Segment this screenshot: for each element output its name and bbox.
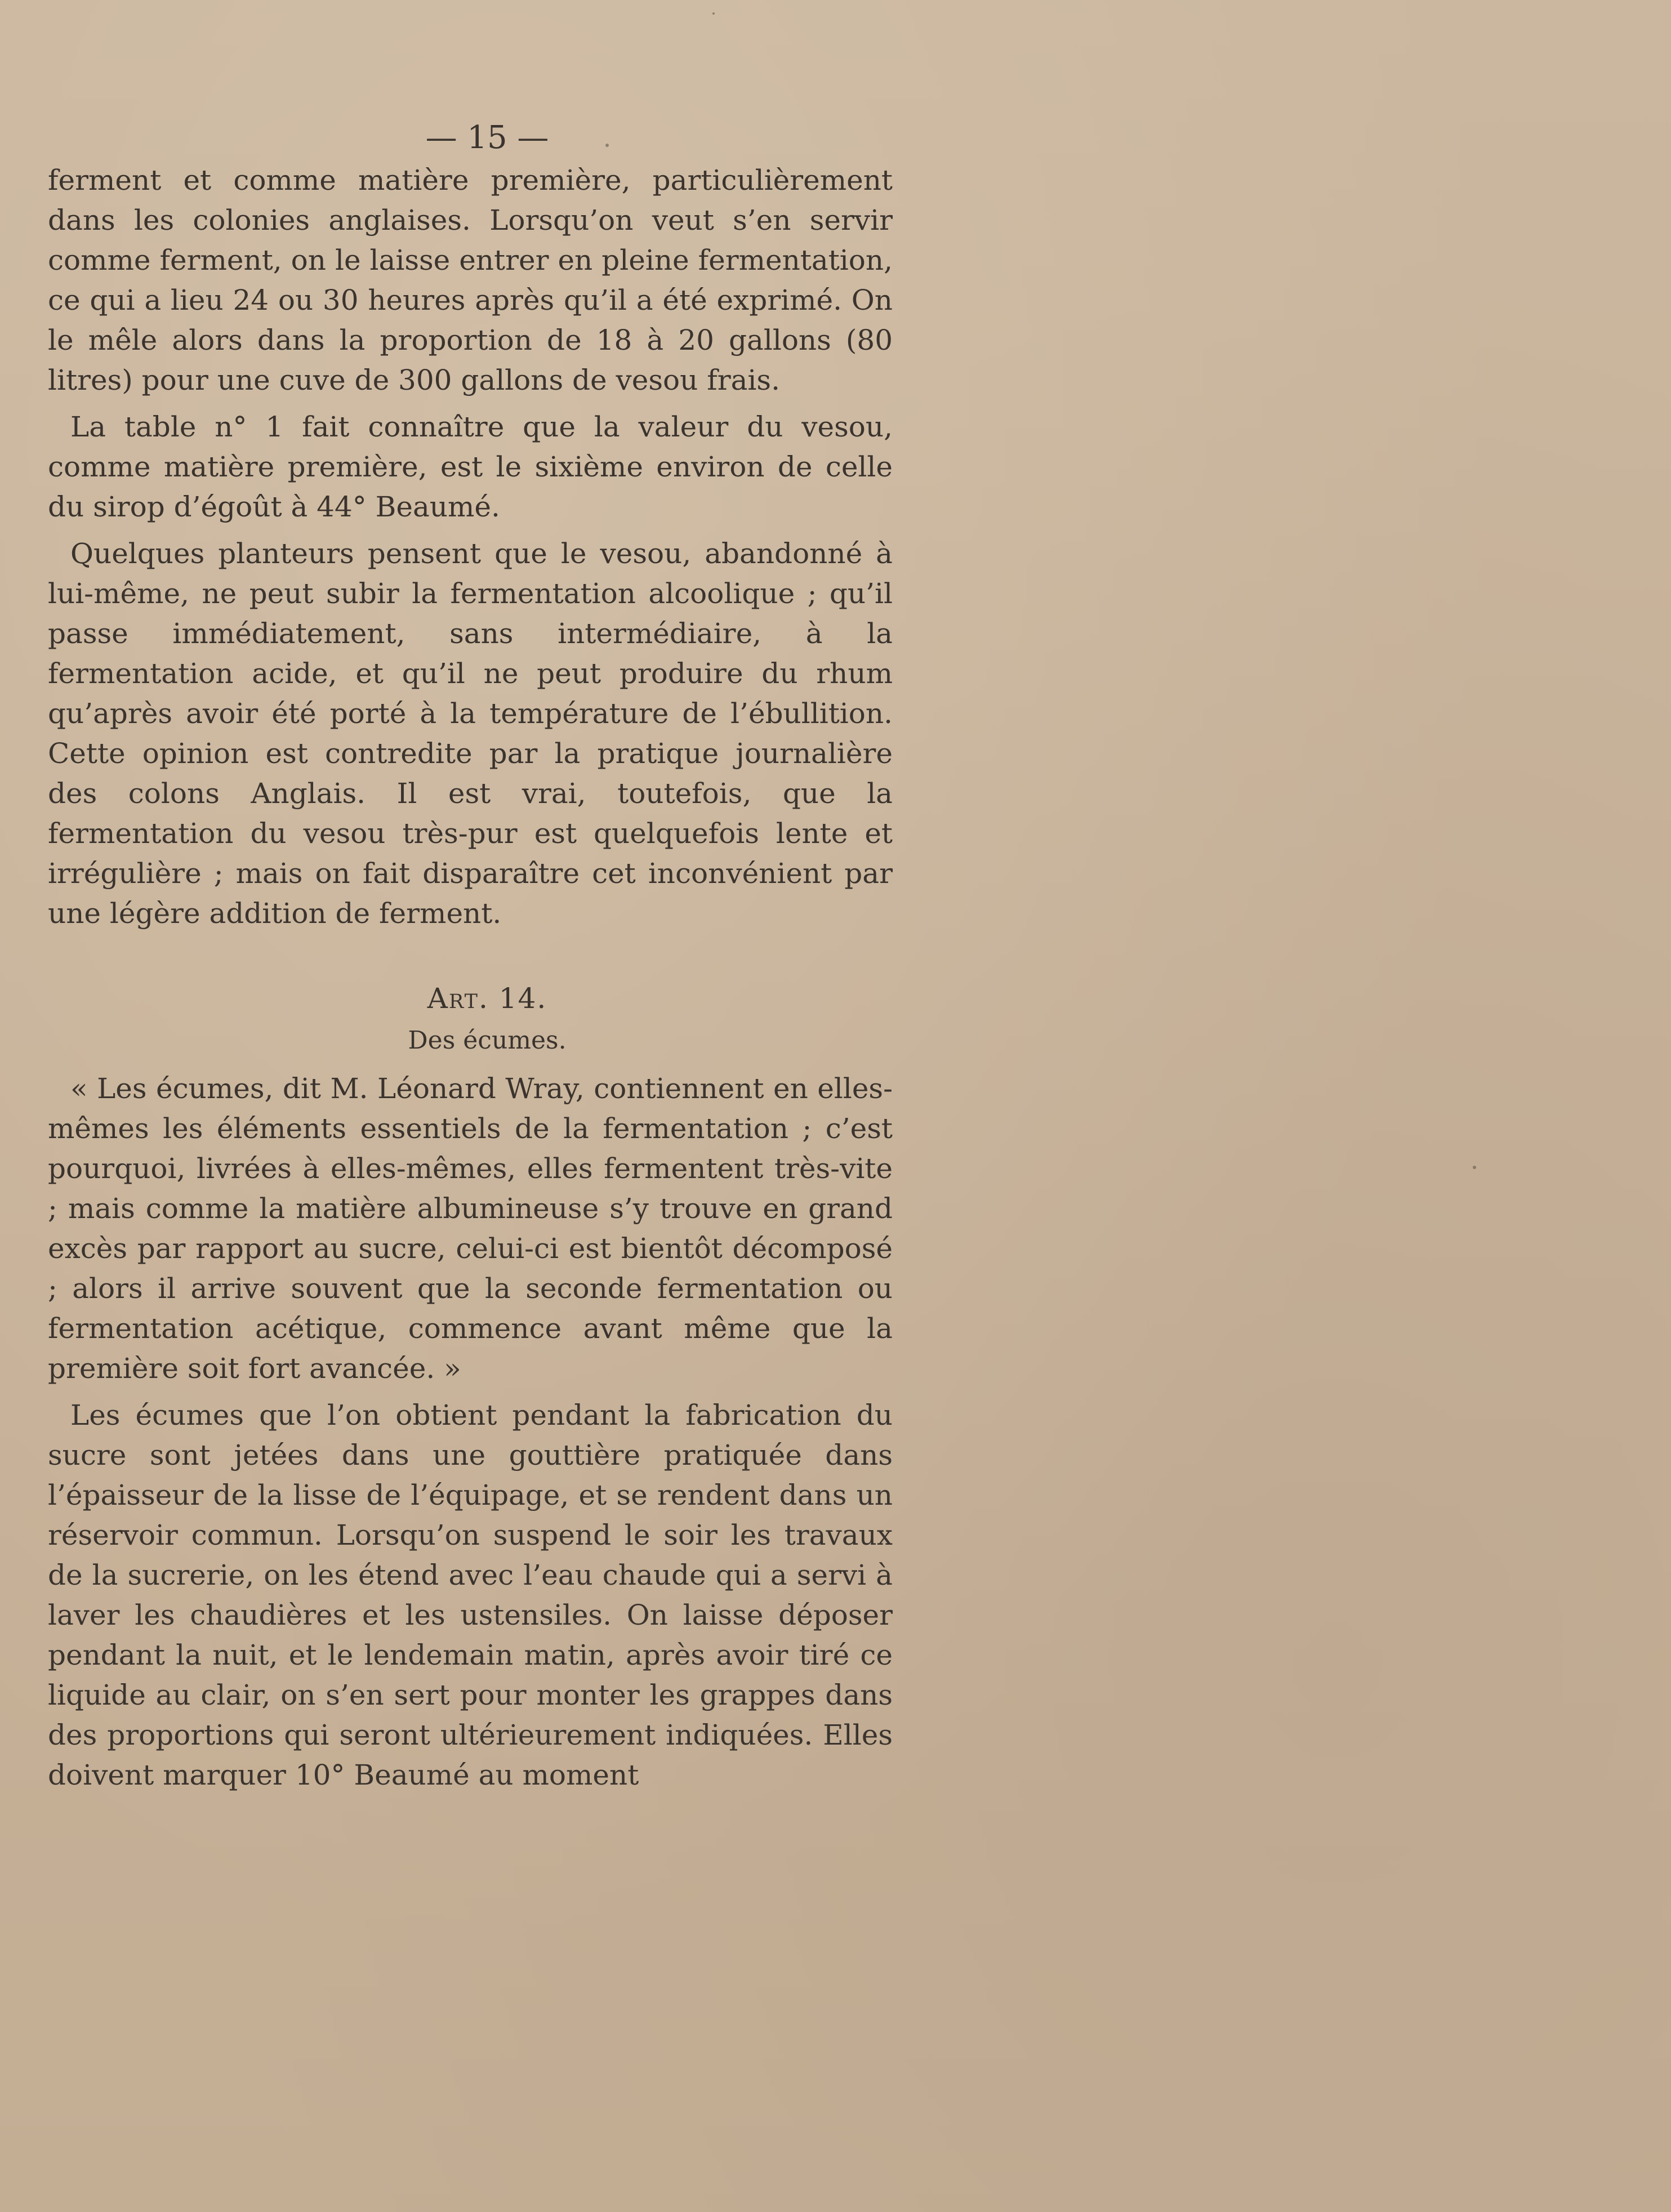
paragraph-table-value: La table n° 1 fait connaître que la valeur du vesou, comme matière première, est le sixième environ de celle du sirop d’égoût à 44° Beaumé. — [48, 411, 893, 523]
paragraph-foam-collection: Les écumes que l’on obtient pendant la fabrication du sucre sont jetées dans une gouttière pratiquée dans l’épaisseur de la lisse de l’équipage, et se rendent dans un réservoir commun. Lorsqu’on suspend le soir les travaux de la sucrerie, on les étend avec l’eau chaude qui a servi à laver les chaudières et les ustensiles. On laisse déposer pendant la nuit, et le lendemain matin, après avoir tiré ce liquide au clair, on s’en sert pour monter les grappes dans des proportions qui seront ultérieurement indiquées. Elles doivent marquer 10° Beaumé au moment — [48, 1399, 893, 1791]
page-number: — 15 — — [425, 119, 549, 156]
section-title: Des écumes. — [408, 1026, 567, 1055]
paper-speck — [1473, 1166, 1476, 1169]
paragraph-wray-quote: « Les écumes, dit M. Léonard Wray, contiennent en elles-mêmes les éléments essentiels de la fermentation ; c’est pourquoi, livrées à elles-mêmes, elles fermentent très-vite ; mais comme la matière albumineuse s’y trouve en grand excès par rapport au sucre, celui-ci est bientôt décomposé ; alors il arrive souvent que la seconde fermentation ou fermentation acétique, commence avant même que la première soit fort avancée. » — [48, 1072, 893, 1385]
paper-speck — [712, 12, 715, 15]
text-column — [48, 115, 893, 1802]
paragraph-continuation: ferment et comme matière première, particulièrement dans les colonies anglaises. Lorsqu’on veut s’en servir comme ferment, on le laisse entrer en pleine fermentation, ce qui a lieu 24 ou 30 heures après qu’il a été exprimé. On le mêle alors dans la proportion de 18 à 20 gallons (80 litres) pour une cuve de 300 gallons de vesou frais. — [48, 164, 893, 396]
article-heading: Art. 14. — [427, 982, 547, 1015]
paragraph-planters-opinion: Quelques planteurs pensent que le vesou, abandonné à lui-même, ne peut subir la fermentation alcoolique ; qu’il passe immédiatement, sans intermédiaire, à la fermentation acide, et qu’il ne peut produire du rhum qu’après avoir été porté à la température de l’ébullition. Cette opinion est contredite par la pratique journalière des colons Anglais. Il est vrai, toutefois, que la fermentation du vesou très-pur est quelquefois lente et irrégulière ; mais on fait disparaître cet inconvénient par une légère addition de ferment. — [48, 537, 893, 930]
